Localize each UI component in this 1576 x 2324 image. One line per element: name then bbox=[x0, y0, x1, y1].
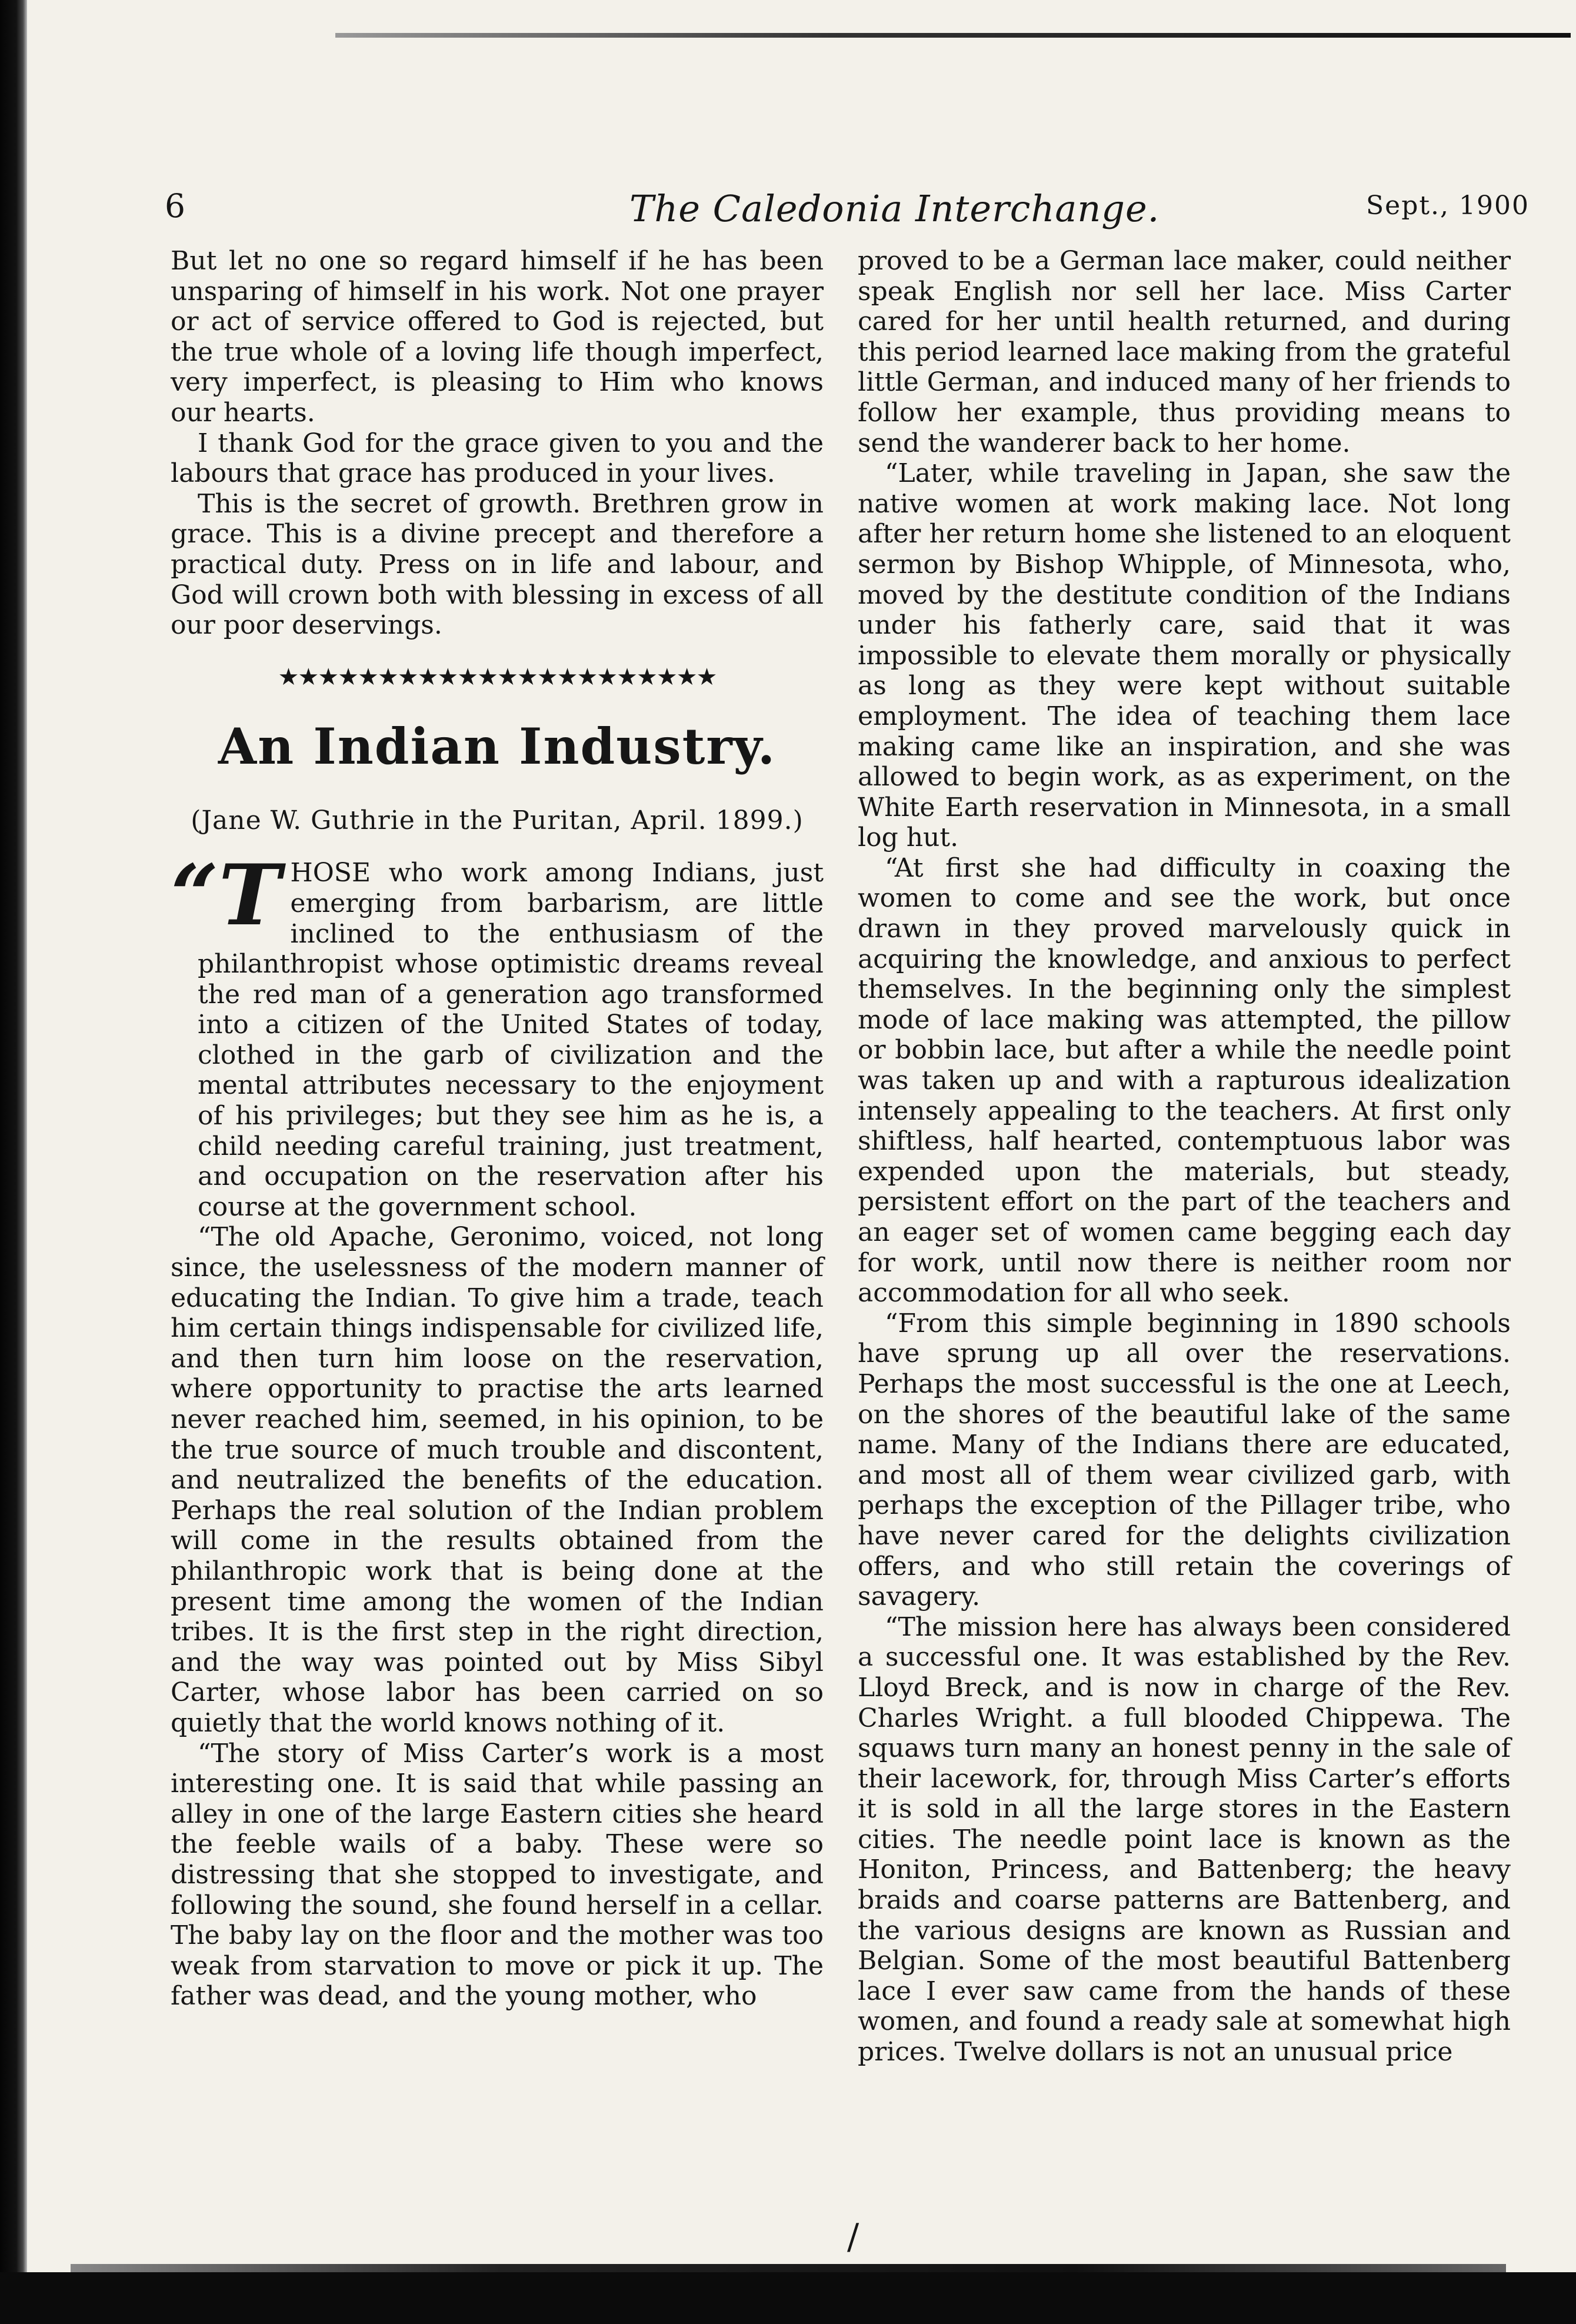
paragraph: I thank God for the grace given to you and the labours that grace has produced in your lives. bbox=[171, 428, 824, 489]
page-number: 6 bbox=[165, 187, 185, 225]
right-column bbox=[858, 246, 1511, 2067]
article-credit: (Jane W. Guthrie in the Puritan, April. 1899.) bbox=[191, 805, 804, 835]
top-rule bbox=[335, 33, 1571, 38]
paragraph: “The mission here has always been considered a successful one. It was established by the Rev. Lloyd Breck, and is now in charge of the Rev. Charles Wright. a full blooded Chippewa. The squaws turn many an honest penny in the sale of their lacework, for, through Miss Carter’s efforts it is sold in all the large stores in the Eastern cities. The needle point lace is known as the Honiton, Princess, and Battenberg; the heavy braids and coarse patterns are Battenberg, and the various designs are known as Russian and Belgian. Some of the most beautiful Battenberg lace I ever saw came from the hands of these women, and found a ready sale at somewhat high prices. Twelve dollars is not an unusual price bbox=[858, 1612, 1511, 2067]
journal-title: The Caledonia Interchange. bbox=[629, 187, 1160, 230]
ornament-divider: ★★★★★★★★★★★★★★★★★★★★★★ bbox=[278, 664, 717, 690]
footer-mark: / bbox=[847, 2216, 859, 2258]
left-column bbox=[171, 246, 824, 2012]
paragraph: “Later, while traveling in Japan, she saw the native women at work making lace. Not long after her return home she listened to an eloquent sermon by Bishop Whipple, of Minnesota, who, moved by the destitute condition of the Indians under his fatherly care, said that it was impossible to elevate them morally or physically as long as they were kept without suitable employment. The idea of teaching them lace making came like an inspiration, and she was allowed to begin work, as as experiment, on the White Earth reservation in Minnesota, in a small log hut. bbox=[858, 458, 1511, 853]
issue-date: Sept., 1900 bbox=[1366, 191, 1530, 221]
paragraph-text: HOSE who work among Indians, just emerging from barbarism, are little inclined to the enthusiasm of the philanthropist whose optimistic dreams reveal the red man of a generation ago transformed into a citizen of the United States of today, clothed in the garb of civilization and the mental attributes necessary to the enjoyment of his privileges; but they see him as he is, a child needing careful training, just treatment, and occupation on the reservation after his course at the government school. bbox=[198, 858, 824, 1222]
page-header bbox=[165, 187, 1530, 234]
scan-edge-bottom bbox=[0, 2272, 1576, 2324]
paragraph: This is the secret of growth. Brethren grow in grace. This is a divine precept and therefore a practical duty. Press on in life and labour, and God will crown both with blessing in excess of all our poor deservings. bbox=[171, 488, 824, 641]
paragraph: proved to be a German lace maker, could neither speak English nor sell her lace. Miss Carter cared for her until health returned, and during this period learned lace making from the grateful little German, and induced many of her friends to follow her example, thus providing means to send the wanderer back to her home. bbox=[858, 246, 1511, 458]
drop-cap: “T bbox=[171, 847, 281, 945]
paragraph bbox=[171, 847, 824, 1222]
scan-edge-left bbox=[0, 0, 27, 2324]
paragraph: “The old Apache, Geronimo, voiced, not long since, the uselessness of the modern manner of educating the Indian. To give him a trade, teach him certain things indispensable for civilized life, and then turn him loose on the reservation, where opportunity to practise the arts learned never reached him, seemed, in his opinion, to be the true source of much trouble and discontent, and neutralized the benefits of the education. Perhaps the real solution of the Indian problem will come in the results obtained from the philanthropic work that is being done at the present time among the women of the Indian tribes. It is the first step in the right direction, and the way was pointed out by Miss Sibyl Carter, whose labor has been carried on so quietly that the world knows nothing of it. bbox=[171, 1222, 824, 1738]
paragraph: “From this simple beginning in 1890 schools have sprung up all over the reservations. Perhaps the most successful is the one at Leech, on the shores of the beautiful lake of the same name. Many of the Indians there are educated, and most all of them wear civilized garb, with perhaps the exception of the Pillager tribe, who have never cared for the delights civilization offers, and who still retain the coverings of savagery. bbox=[858, 1308, 1511, 1612]
paragraph: “At first she had difficulty in coaxing the women to come and see the work, but once drawn in they proved marvelously quick in acquiring the knowledge, and anxious to perfect themselves. In the beginning only the simplest mode of lace making was attempted, the pillow or bobbin lace, but after a while the needle point was taken up and with a rapturous idealization intensely appealing to the teachers. At first only shiftless, half hearted, contemptuous labor was expended upon the materials, but steady, persistent effort on the part of the teachers and an eager set of women came begging each day for work, until now there is neither room nor accommodation for all who seek. bbox=[858, 853, 1511, 1309]
paragraph: But let no one so regard himself if he has been unsparing of himself in his work. Not one prayer or act of service offered to God is rejected, but the true whole of a loving life though imperfect, very imperfect, is pleasing to Him who knows our hearts. bbox=[171, 246, 824, 428]
paragraph: “The story of Miss Carter’s work is a most interesting one. It is said that while passing an alley in one of the large Eastern cities she heard the feeble wails of a baby. These were so distressing that she stopped to investigate, and following the sound, she found herself in a cellar. The baby lay on the floor and the mother was too weak from starvation to move or pick it up. The father was dead, and the young mother, who bbox=[171, 1738, 824, 2012]
article-title: An Indian Industry. bbox=[218, 717, 777, 775]
